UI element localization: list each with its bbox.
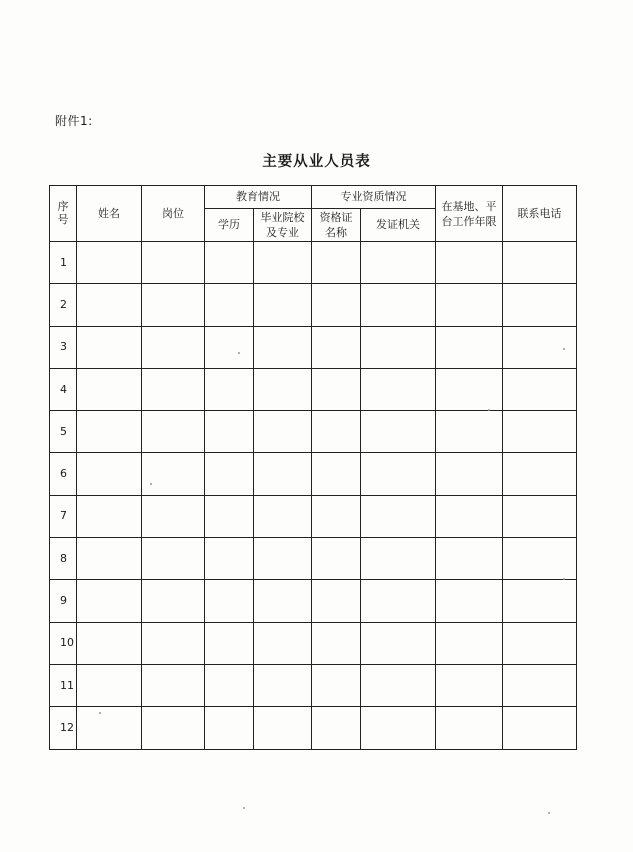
blank-cell <box>361 707 436 749</box>
blank-cell <box>436 495 503 537</box>
blank-cell <box>312 368 361 410</box>
blank-cell <box>503 495 577 537</box>
table-row <box>50 664 577 706</box>
header-name: 姓名 <box>77 186 142 242</box>
blank-cell <box>77 664 142 706</box>
header-years: 在基地、平台工作年限 <box>436 186 503 242</box>
blank-cell <box>142 707 205 749</box>
header-education-level: 学历 <box>205 209 254 242</box>
header-issuer: 发证机关 <box>361 209 436 242</box>
blank-cell <box>205 622 254 664</box>
blank-cell <box>503 622 577 664</box>
blank-cell <box>503 411 577 453</box>
blank-cell <box>312 664 361 706</box>
row-index: 5 <box>50 411 77 453</box>
blank-cell <box>142 284 205 326</box>
blank-cell <box>77 284 142 326</box>
blank-cell <box>436 580 503 622</box>
blank-cell <box>312 326 361 368</box>
table-row <box>50 326 577 368</box>
blank-cell <box>142 664 205 706</box>
blank-cell <box>436 707 503 749</box>
blank-cell <box>312 707 361 749</box>
blank-cell <box>312 495 361 537</box>
table-row <box>50 538 577 580</box>
blank-cell <box>503 453 577 495</box>
row-index: 2 <box>50 284 77 326</box>
blank-cell <box>361 664 436 706</box>
header-position: 岗位 <box>142 186 205 242</box>
row-index: 9 <box>50 580 77 622</box>
blank-cell <box>361 411 436 453</box>
blank-cell <box>205 411 254 453</box>
blank-cell <box>361 242 436 284</box>
blank-cell <box>361 368 436 410</box>
blank-cell <box>436 411 503 453</box>
row-index: 3 <box>50 326 77 368</box>
blank-cell <box>205 495 254 537</box>
row-index: 8 <box>50 538 77 580</box>
table-row <box>50 580 577 622</box>
blank-cell <box>205 453 254 495</box>
blank-cell <box>205 538 254 580</box>
blank-cell <box>254 453 312 495</box>
row-index: 6 <box>50 453 77 495</box>
blank-cell <box>205 326 254 368</box>
row-index: 4 <box>50 368 77 410</box>
blank-cell <box>436 453 503 495</box>
blank-cell <box>312 453 361 495</box>
header-education: 教育情况 <box>205 186 312 209</box>
blank-cell <box>361 495 436 537</box>
speck <box>563 578 565 580</box>
blank-cell <box>312 580 361 622</box>
row-index: 11 <box>50 664 77 706</box>
row-index: 7 <box>50 495 77 537</box>
header-index: 序号 <box>50 186 77 242</box>
speck <box>150 483 152 485</box>
table-row <box>50 622 577 664</box>
blank-cell <box>503 538 577 580</box>
table-row <box>50 284 577 326</box>
blank-cell <box>361 326 436 368</box>
blank-cell <box>142 622 205 664</box>
blank-cell <box>254 411 312 453</box>
table-row <box>50 411 577 453</box>
blank-cell <box>205 242 254 284</box>
blank-cell <box>436 242 503 284</box>
blank-cell <box>254 580 312 622</box>
blank-cell <box>142 453 205 495</box>
blank-cell <box>77 326 142 368</box>
blank-cell <box>205 580 254 622</box>
blank-cell <box>142 242 205 284</box>
blank-cell <box>254 622 312 664</box>
blank-cell <box>254 284 312 326</box>
blank-cell <box>503 326 577 368</box>
blank-cell <box>77 495 142 537</box>
blank-cell <box>142 580 205 622</box>
blank-cell <box>254 242 312 284</box>
blank-cell <box>503 284 577 326</box>
table-row <box>50 453 577 495</box>
blank-cell <box>142 538 205 580</box>
blank-cell <box>142 411 205 453</box>
row-index: 1 <box>50 242 77 284</box>
blank-cell <box>142 368 205 410</box>
blank-cell <box>205 284 254 326</box>
table-row <box>50 707 577 749</box>
blank-cell <box>254 664 312 706</box>
blank-cell <box>436 326 503 368</box>
header-school-major: 毕业院校及专业 <box>254 209 312 242</box>
header-cert-name: 资格证名称 <box>312 209 361 242</box>
table-row <box>50 368 577 410</box>
blank-cell <box>361 538 436 580</box>
page-title: 主要从业人员表 <box>262 154 371 170</box>
speck <box>563 348 565 350</box>
blank-cell <box>254 707 312 749</box>
blank-cell <box>312 284 361 326</box>
table-row <box>50 495 577 537</box>
table-row <box>50 242 577 284</box>
blank-cell <box>205 664 254 706</box>
speck <box>243 807 245 809</box>
blank-cell <box>361 453 436 495</box>
row-index: 10 <box>50 622 77 664</box>
speck <box>548 812 550 814</box>
blank-cell <box>77 538 142 580</box>
blank-cell <box>503 242 577 284</box>
blank-cell <box>77 242 142 284</box>
blank-cell <box>312 538 361 580</box>
header-phone: 联系电话 <box>503 186 577 242</box>
blank-cell <box>361 284 436 326</box>
blank-cell <box>77 580 142 622</box>
blank-cell <box>205 707 254 749</box>
blank-cell <box>361 580 436 622</box>
blank-cell <box>254 326 312 368</box>
blank-cell <box>312 242 361 284</box>
blank-cell <box>436 368 503 410</box>
blank-cell <box>254 368 312 410</box>
blank-cell <box>436 664 503 706</box>
blank-cell <box>503 580 577 622</box>
blank-cell <box>77 368 142 410</box>
blank-cell <box>77 453 142 495</box>
blank-cell <box>254 538 312 580</box>
blank-cell <box>77 411 142 453</box>
blank-cell <box>503 664 577 706</box>
speck <box>238 352 240 354</box>
blank-cell <box>312 411 361 453</box>
blank-cell <box>142 326 205 368</box>
blank-cell <box>254 495 312 537</box>
blank-cell <box>312 622 361 664</box>
row-index: 12 <box>50 707 77 749</box>
attachment-label: 附件1: <box>55 114 93 128</box>
blank-cell <box>77 622 142 664</box>
speck <box>488 409 490 411</box>
blank-cell <box>77 707 142 749</box>
blank-cell <box>436 284 503 326</box>
blank-cell <box>503 368 577 410</box>
blank-cell <box>361 622 436 664</box>
header-qualification: 专业资质情况 <box>312 186 436 209</box>
blank-cell <box>503 707 577 749</box>
blank-cell <box>436 538 503 580</box>
speck <box>99 712 101 714</box>
blank-cell <box>436 622 503 664</box>
blank-cell <box>142 495 205 537</box>
blank-cell <box>205 368 254 410</box>
staff-table <box>49 185 577 750</box>
